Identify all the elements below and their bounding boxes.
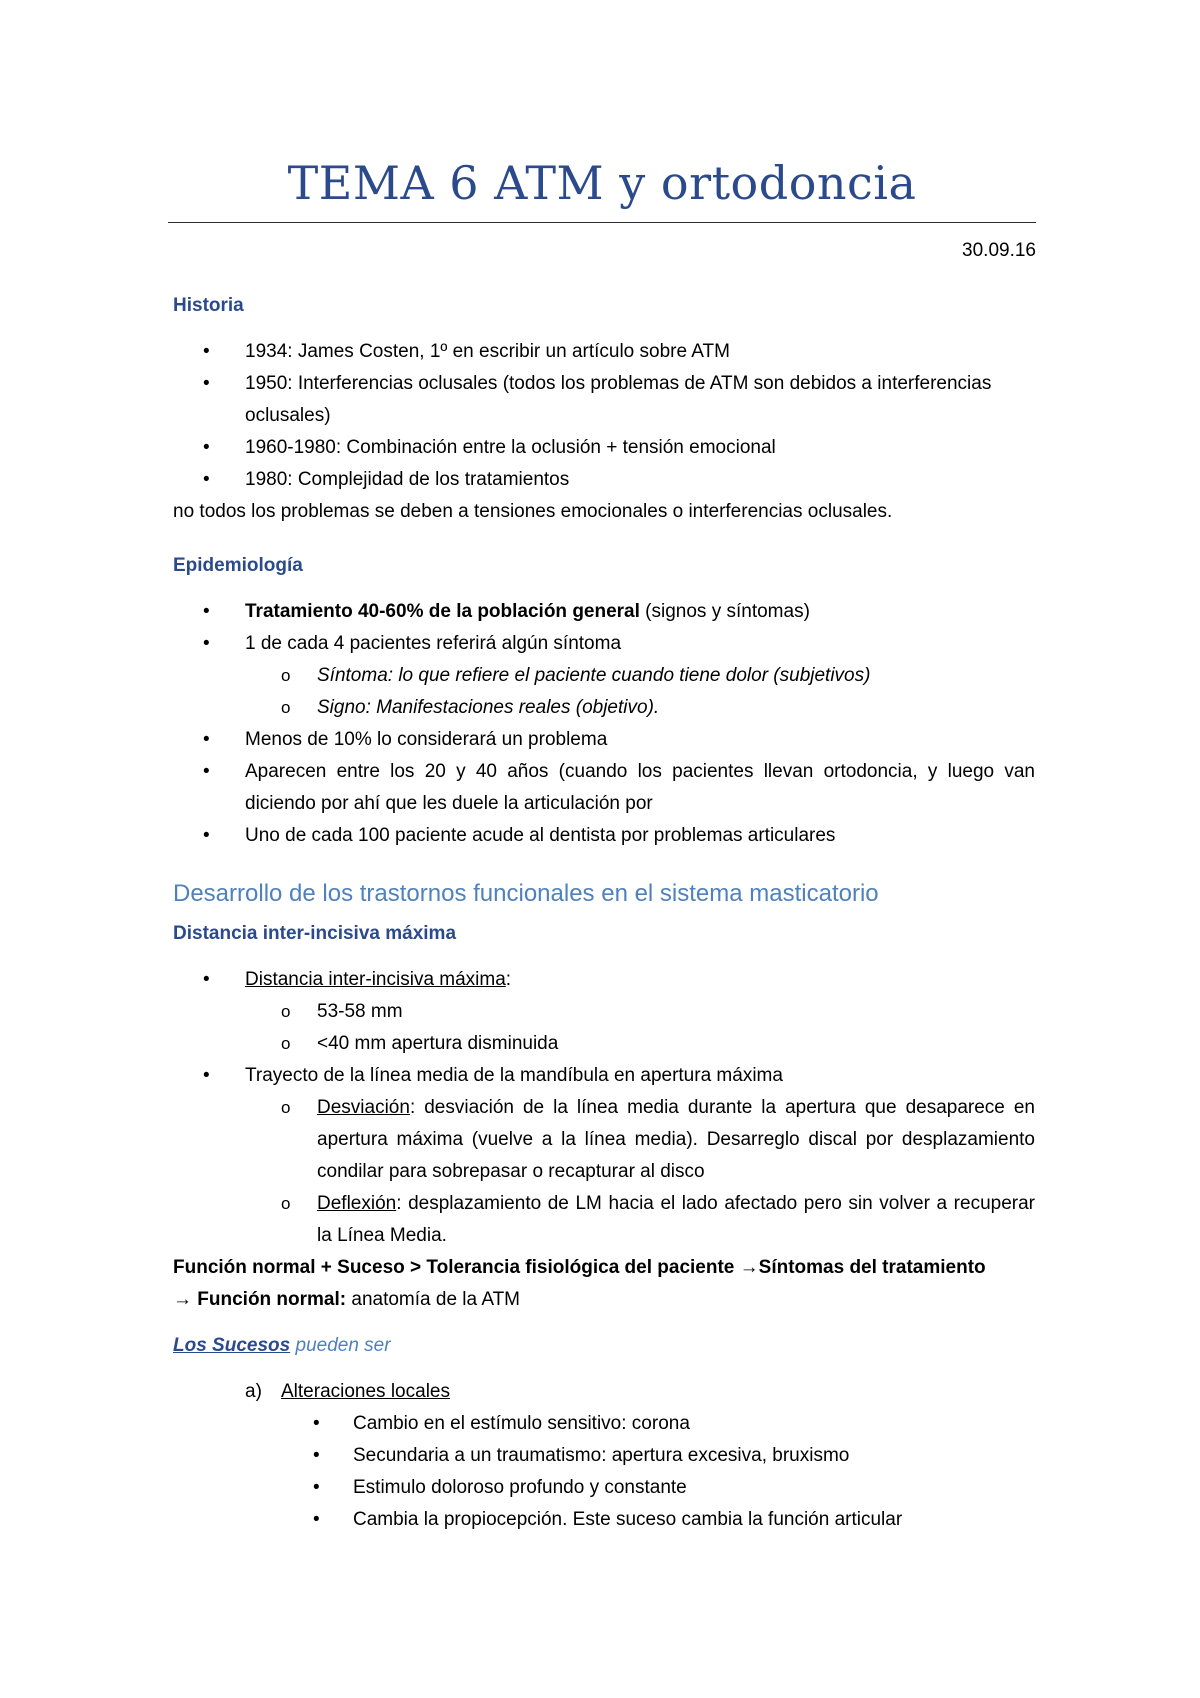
bullet-icon: • [203, 469, 210, 490]
arrow-icon: → [173, 1289, 192, 1310]
bullet-icon: • [313, 1413, 320, 1434]
bullet-icon: • [203, 601, 210, 622]
historia-list [173, 336, 1035, 496]
sub-list-item: o <40 mm apertura disminuida [173, 1028, 1035, 1060]
sucesos-heading: Los Sucesos pueden ser [173, 1335, 391, 1356]
list-item: • Cambio en el estímulo sensitivo: corona [173, 1408, 1035, 1440]
document-title: TEMA 6 ATM y ortodoncia [287, 156, 917, 210]
function-line-2: → Función normal: anatomía de la ATM [173, 1289, 521, 1310]
list-item: • 1980: Complejidad de los tratamientos [173, 464, 1035, 496]
section-heading-epidemiologia: Epidemiología [173, 555, 303, 576]
bullet-icon: • [203, 633, 210, 654]
arrow-icon: → [739, 1257, 759, 1278]
list-item: • Cambia la propiocepción. Este suceso cambia la función articular [173, 1504, 1035, 1536]
distancia-list [173, 964, 1035, 1252]
sub-list-item: o Síntoma: lo que refiere el paciente cuando tiene dolor (subjetivos) [173, 660, 1035, 692]
historia-note: no todos los problemas se deben a tensiones emocionales o interferencias oclusales. [173, 501, 893, 522]
sub-list-item: o Signo: Manifestaciones reales (objetivo). [173, 692, 1035, 724]
sub-bullet-icon: o [281, 1034, 291, 1053]
section-heading-historia: Historia [173, 295, 244, 316]
bullet-icon: • [203, 729, 210, 750]
sucesos-list [173, 1408, 1035, 1536]
list-item: • Tratamiento 40-60% de la población general (signos y síntomas) [173, 596, 1035, 628]
section-heading-distancia: Distancia inter-incisiva máxima [173, 923, 457, 944]
document-body [173, 290, 1035, 1536]
bullet-icon: • [313, 1445, 320, 1466]
list-item: • 1934: James Costen, 1º en escribir un artículo sobre ATM [173, 336, 1035, 368]
list-item: • Aparecen entre los 20 y 40 años (cuando los pacientes llevan ortodoncia, y luego van diciendo por ahí que les duele la articulación por [173, 756, 1035, 820]
list-item: • 1 de cada 4 pacientes referirá algún síntoma [173, 628, 1035, 660]
bullet-icon: • [203, 825, 210, 846]
sub-bullet-icon: o [281, 1002, 291, 1021]
sub-bullet-icon: o [281, 698, 291, 717]
document-date: 30.09.16 [962, 240, 1036, 261]
bullet-icon: • [203, 373, 210, 394]
list-item: • Menos de 10% lo considerará un problema [173, 724, 1035, 756]
list-item: • Distancia inter-incisiva máxima: [173, 964, 1035, 996]
alpha-list-item: a) Alteraciones locales [173, 1376, 1035, 1408]
list-item: • Trayecto de la línea media de la mandíbula en apertura máxima [173, 1060, 1035, 1092]
sub-bullet-icon: o [281, 1098, 291, 1117]
bullet-icon: • [203, 1065, 210, 1086]
sub-list-item: o Desviación: desviación de la línea media durante la apertura que desaparece en apertura máxima (vuelve a la línea media). Desarreglo discal por desplazamiento condilar para sobrepasar o recapturar al disco [173, 1092, 1035, 1188]
sub-list-item: o 53-58 mm [173, 996, 1035, 1028]
epidemiologia-list [173, 596, 1035, 852]
alpha-label: a) [245, 1381, 262, 1402]
list-item: • 1960-1980: Combinación entre la oclusión + tensión emocional [173, 432, 1035, 464]
list-item: • Uno de cada 100 paciente acude al dentista por problemas articulares [173, 820, 1035, 852]
bullet-icon: • [313, 1509, 320, 1530]
bullet-icon: • [203, 969, 210, 990]
bullet-icon: • [203, 761, 210, 782]
bullet-icon: • [203, 341, 210, 362]
bullet-icon: • [203, 437, 210, 458]
title-underline [168, 222, 1036, 223]
bullet-icon: • [313, 1477, 320, 1498]
section-heading-desarrollo: Desarrollo de los trastornos funcionales en el sistema masticatorio [173, 880, 879, 907]
function-line-1: Función normal + Suceso > Tolerancia fisiológica del paciente →Síntomas del tratamiento [173, 1257, 986, 1278]
list-item: • Secundaria a un traumatismo: apertura excesiva, bruxismo [173, 1440, 1035, 1472]
sub-list-item: o Deflexión: desplazamiento de LM hacia el lado afectado pero sin volver a recuperar la Línea Media. [173, 1188, 1035, 1252]
list-item: • 1950: Interferencias oclusales (todos los problemas de ATM son debidos a interferencias oclusales) [173, 368, 1035, 432]
sub-bullet-icon: o [281, 666, 291, 685]
list-item: • Estimulo doloroso profundo y constante [173, 1472, 1035, 1504]
sub-bullet-icon: o [281, 1194, 291, 1213]
